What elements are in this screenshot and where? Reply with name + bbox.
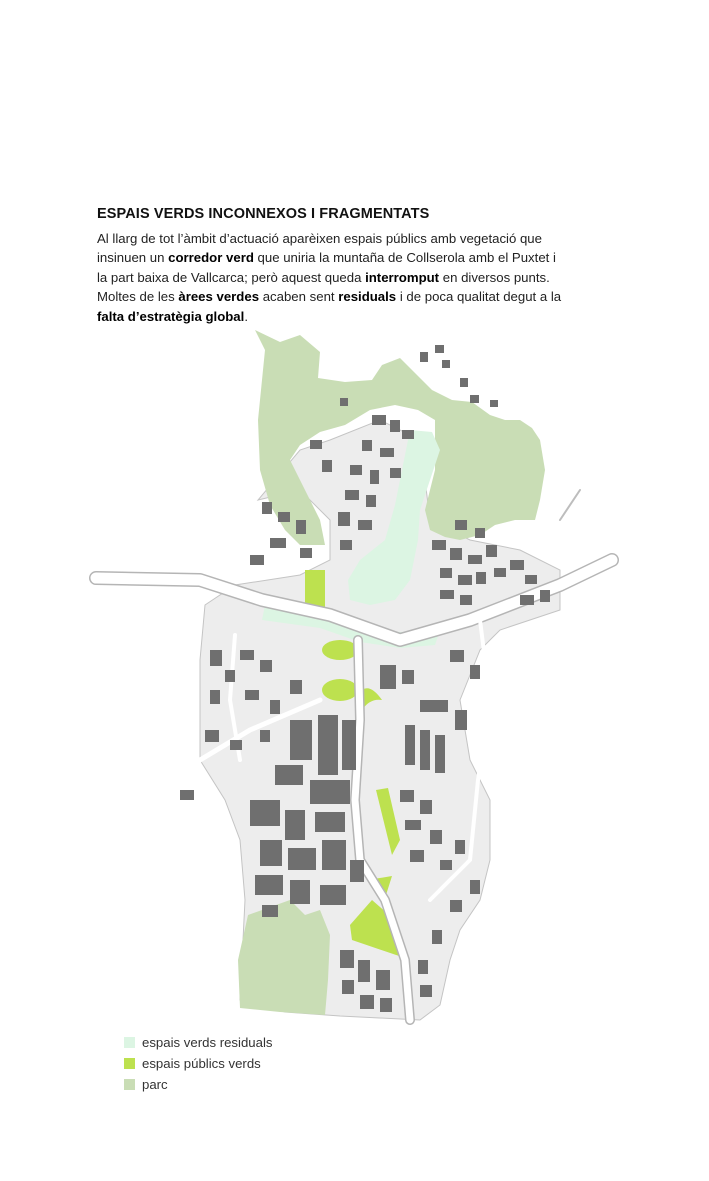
text-span: la part baixa de Vallcarca; però aquest queda	[97, 269, 366, 285]
bold-term: residuals	[338, 289, 397, 305]
legend-item	[124, 1032, 272, 1053]
legend-swatch-residual	[124, 1037, 135, 1048]
text-span: .	[244, 308, 248, 324]
text-span: Moltes de les	[97, 289, 179, 305]
legend-item	[124, 1074, 272, 1095]
text-span: en diversos punts.	[439, 269, 550, 285]
text-span: Al llarg de tot l’àmbit d’actuació aparèixen espais públics amb vegetació que	[97, 231, 542, 246]
legend-item	[124, 1053, 272, 1074]
public-green-oval-south	[322, 679, 358, 701]
bold-term: falta d’estratègia global	[97, 308, 245, 324]
legend-swatch-park	[124, 1079, 135, 1090]
text-span: que uniria la muntaña de Collserola amb el Puxtet i	[253, 250, 556, 266]
text-span: insinuen un	[97, 250, 169, 266]
park-puxtet	[238, 900, 330, 1015]
legend-label: espais públics verds	[142, 1056, 261, 1071]
bold-term: àrees verdes	[178, 289, 260, 305]
legend-label: espais verds residuals	[142, 1035, 273, 1050]
text-span: acaben sent	[259, 289, 339, 305]
public-green-plaza	[305, 570, 325, 608]
text-span: i de poca qualitat degut a la	[396, 289, 562, 305]
legend-label: parc	[142, 1077, 168, 1092]
public-green-oval-north	[322, 640, 358, 660]
bold-term: interromput	[365, 269, 440, 285]
page-title: ESPAIS VERDS INCONNEXOS I FRAGMENTATS	[97, 206, 430, 222]
legend-swatch-public-green	[124, 1058, 135, 1069]
bold-term: corredor verd	[168, 250, 254, 266]
map-legend	[124, 1032, 272, 1095]
